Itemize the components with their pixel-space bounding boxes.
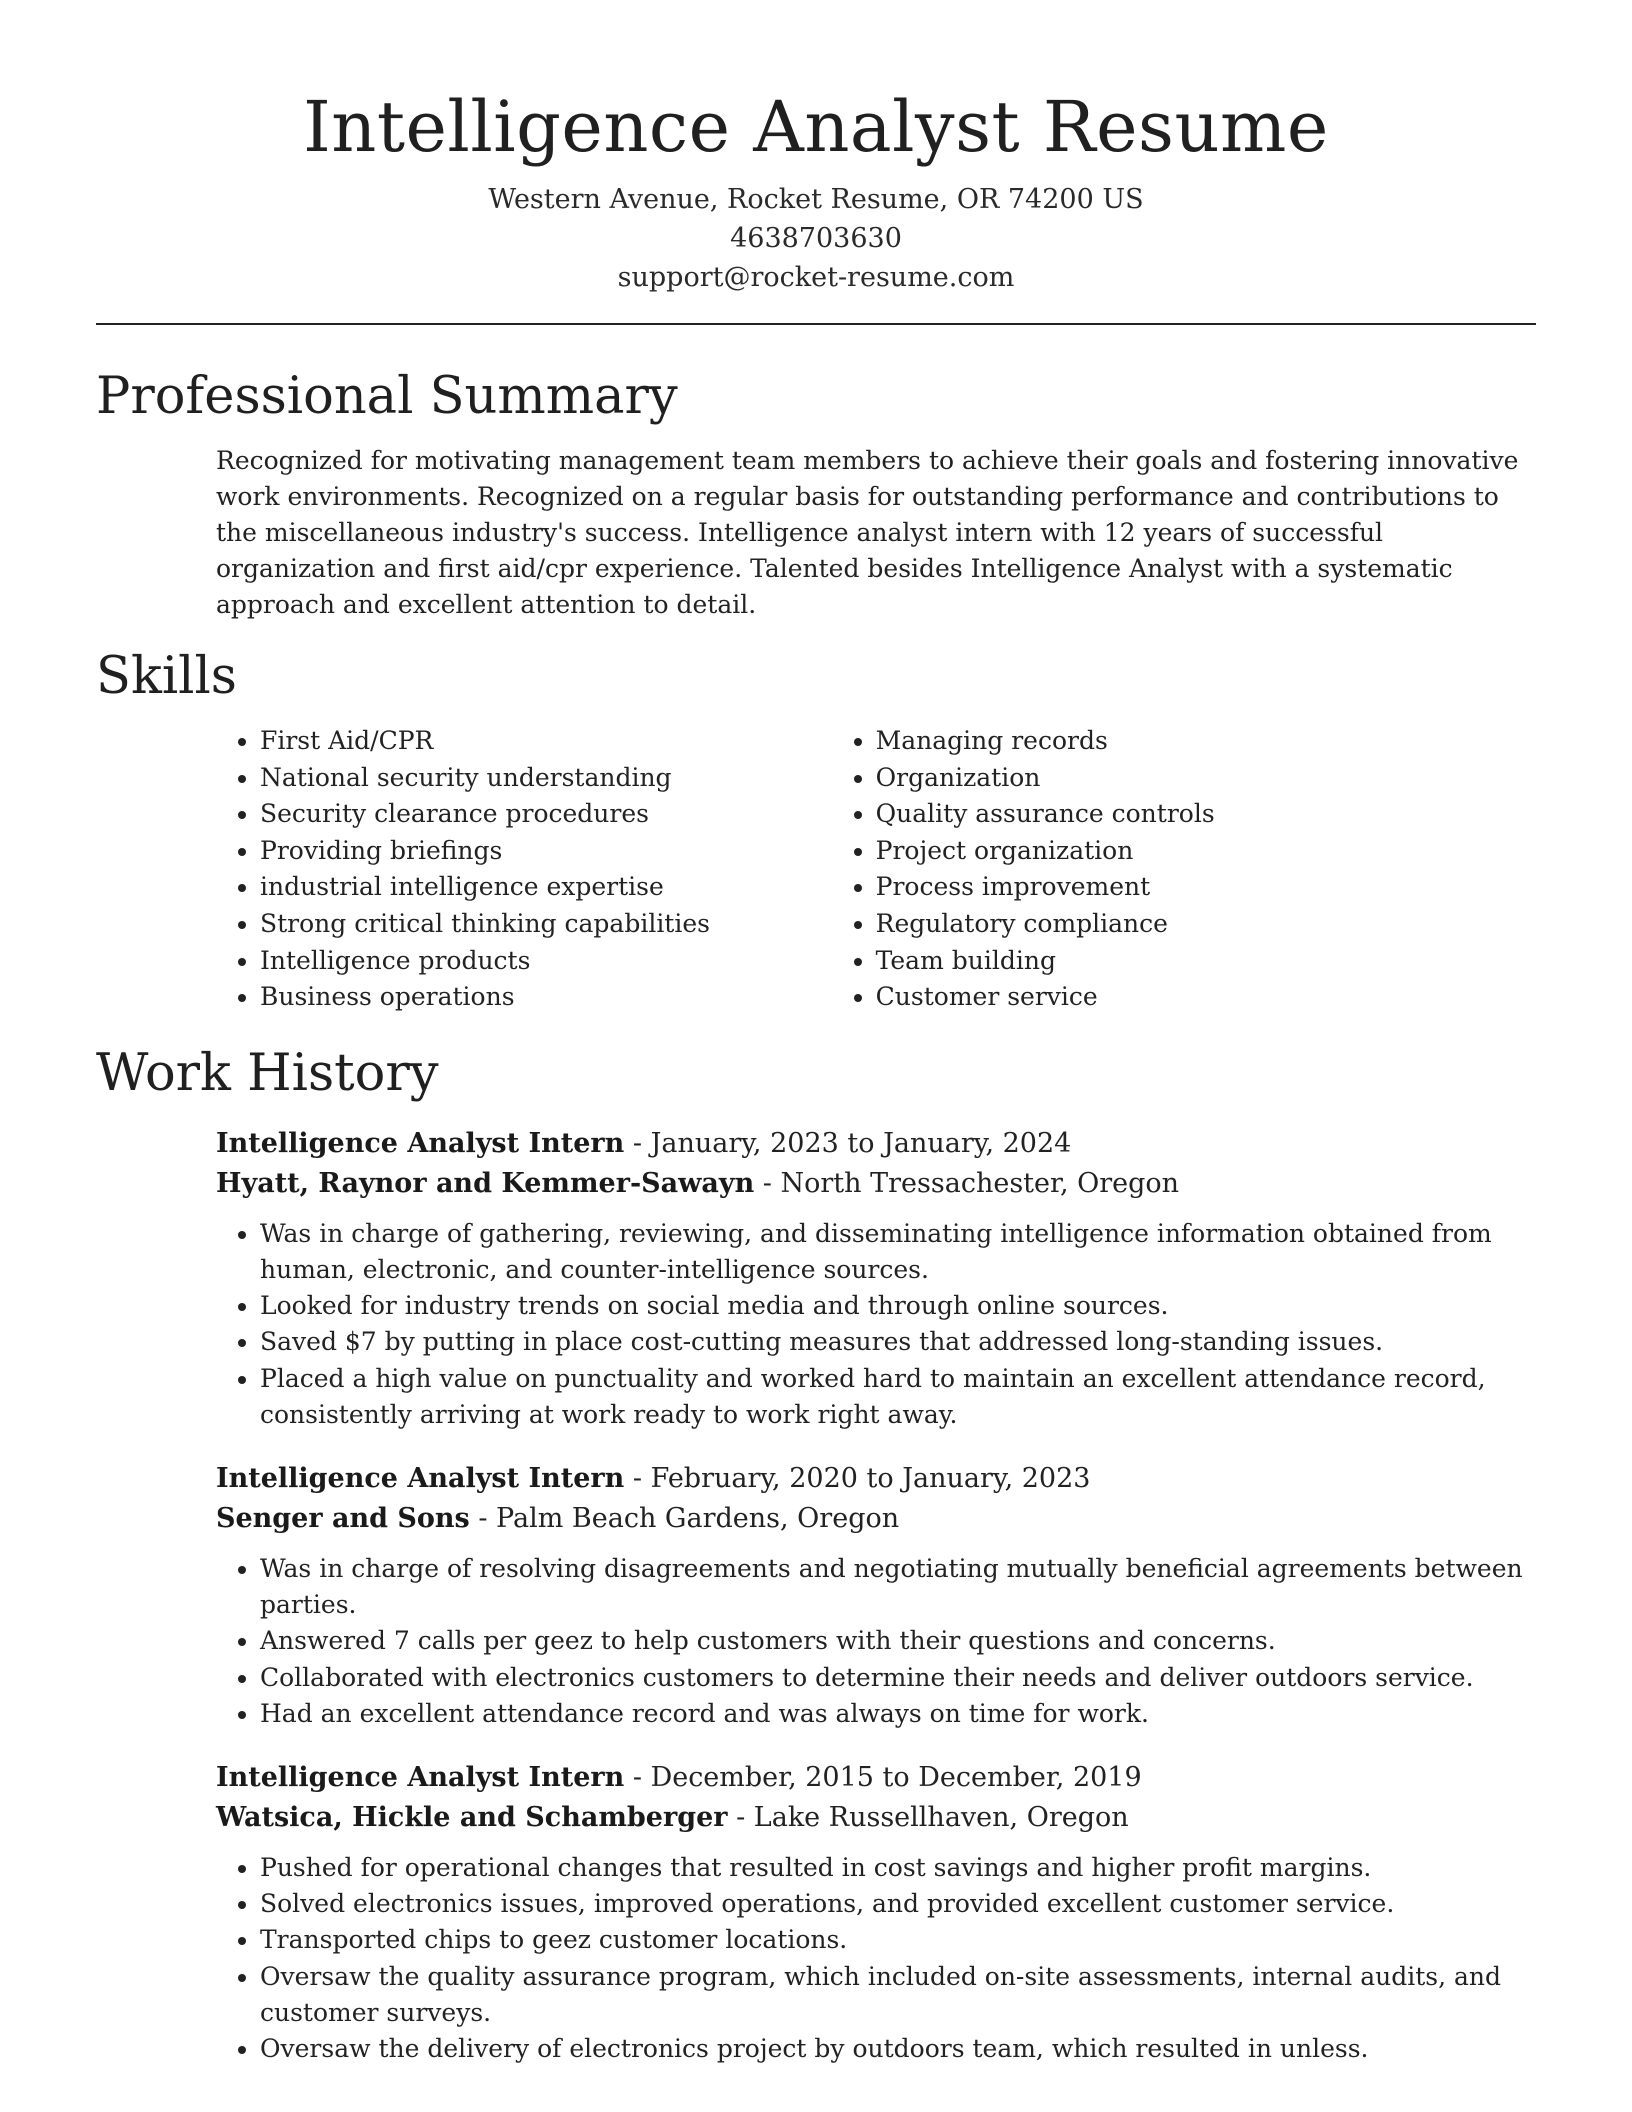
job-bullet: • Collaborated with electronics customers to determine their needs and deliver outdoors service. [260,1660,1536,1696]
contact-block [96,180,1536,297]
work-history-heading: Work History [96,1043,439,1103]
job-bullet: • Transported chips to geez customer locations. [260,1922,1536,1958]
skill-item: • Security clearance procedures [260,796,832,833]
job-role: Intelligence Analyst Intern [216,1127,625,1159]
job-company-line [216,1499,1536,1539]
skill-item: • Team building [876,943,1536,980]
skills-list-right [832,723,1536,1016]
job-separator: - [736,1801,754,1833]
skill-item: • industrial intelligence expertise [260,869,832,906]
job-company-line [216,1164,1536,1204]
job-title-line [216,1758,1536,1798]
skill-item: • National security understanding [260,760,832,797]
job-bullet: • Answered 7 calls per geez to help customers with their questions and concerns. [260,1623,1536,1659]
job-company-line [216,1798,1536,1838]
job-bullet: • Oversaw the quality assurance program, which included on-site assessments, internal audits, and customer surveys. [260,1959,1536,2031]
job-bullet: • Was in charge of gathering, reviewing, and disseminating intelligence information obtained from human, electronic, and counter-intelligence sources. [260,1216,1536,1288]
contact-email: support@rocket-resume.com [617,262,1015,293]
skill-item: • Customer service [876,979,1536,1016]
contact-phone: 4638703630 [730,223,902,254]
job-entry [216,1124,1536,1433]
job-bullets [216,1216,1536,1433]
work-history-section [96,1044,1536,2067]
skill-item: • Intelligence products [260,943,832,980]
resume-page [96,0,1536,2067]
job-company: Hyatt, Raynor and Kemmer-Sawayn [216,1167,755,1199]
skill-item: • Project organization [876,833,1536,870]
job-role: Intelligence Analyst Intern [216,1462,625,1494]
job-location: North Tressachester, Oregon [780,1167,1180,1199]
job-bullet: • Saved $7 by putting in place cost-cutting measures that addressed long-standing issues. [260,1324,1536,1360]
resume-header [96,0,1536,297]
job-bullet: • Oversaw the delivery of electronics project by outdoors team, which resulted in unless. [260,2031,1536,2067]
contact-address: Western Avenue, Rocket Resume, OR 74200 US [488,184,1144,215]
job-title-line [216,1124,1536,1164]
job-location: Lake Russellhaven, Oregon [753,1801,1129,1833]
job-bullets [216,1551,1536,1732]
job-company: Watsica, Hickle and Schamberger [216,1801,728,1833]
job-separator: - [478,1502,497,1534]
job-separator: - [762,1167,781,1199]
skills-list-left [216,723,832,1016]
job-bullets [216,1850,1536,2067]
job-role: Intelligence Analyst Intern [216,1761,625,1793]
job-bullet: • Solved electronics issues, improved operations, and provided excellent customer service. [260,1886,1536,1922]
job-title-line [216,1459,1536,1499]
skill-item: • Business operations [260,979,832,1016]
skills-heading: Skills [96,647,237,706]
summary-text: Recognized for motivating management team members to achieve their goals and fostering innovative work environments. Recognized on a regular basis for outstanding performance and contributions to the miscellaneous industry's success. Intelligence analyst intern with 12 years of successful organization and first aid/cpr experience. Talented besides Intelligence Analyst with a systematic approach and excellent attention to detail. [216,446,1519,619]
job-dates: February, 2020 to January, 2023 [650,1462,1091,1494]
skills-columns [216,723,1536,1016]
skill-item: • First Aid/CPR [260,723,832,760]
job-location: Palm Beach Gardens, Oregon [496,1502,900,1534]
skill-item: • Regulatory compliance [876,906,1536,943]
job-separator: - [632,1127,651,1159]
header-divider [96,323,1536,325]
job-separator: - [632,1761,651,1793]
job-dates: January, 2023 to January, 2024 [650,1127,1072,1159]
skill-item: • Managing records [876,723,1536,760]
job-separator: - [632,1462,651,1494]
skill-item: • Strong critical thinking capabilities [260,906,832,943]
job-bullet: • Looked for industry trends on social media and through online sources. [260,1288,1536,1324]
resume-title: Intelligence Analyst Resume [303,86,1329,168]
job-bullet: • Had an excellent attendance record and was always on time for work. [260,1696,1536,1732]
job-bullet: • Was in charge of resolving disagreements and negotiating mutually beneficial agreements between parties. [260,1551,1536,1623]
job-bullet: • Placed a high value on punctuality and worked hard to maintain an excellent attendance record, consistently arriving at work ready to work right away. [260,1361,1536,1433]
skill-item: • Quality assurance controls [876,796,1536,833]
summary-section [96,367,1536,623]
job-dates: December, 2015 to December, 2019 [650,1761,1142,1793]
skill-item: • Process improvement [876,869,1536,906]
skills-section [96,647,1536,1016]
job-bullet: • Pushed for operational changes that resulted in cost savings and higher profit margins. [260,1850,1536,1886]
skill-item: • Organization [876,760,1536,797]
job-entry [216,1758,1536,2067]
job-company: Senger and Sons [216,1502,470,1534]
skill-item: • Providing briefings [260,833,832,870]
job-entry [216,1459,1536,1732]
summary-heading: Professional Summary [96,367,678,426]
